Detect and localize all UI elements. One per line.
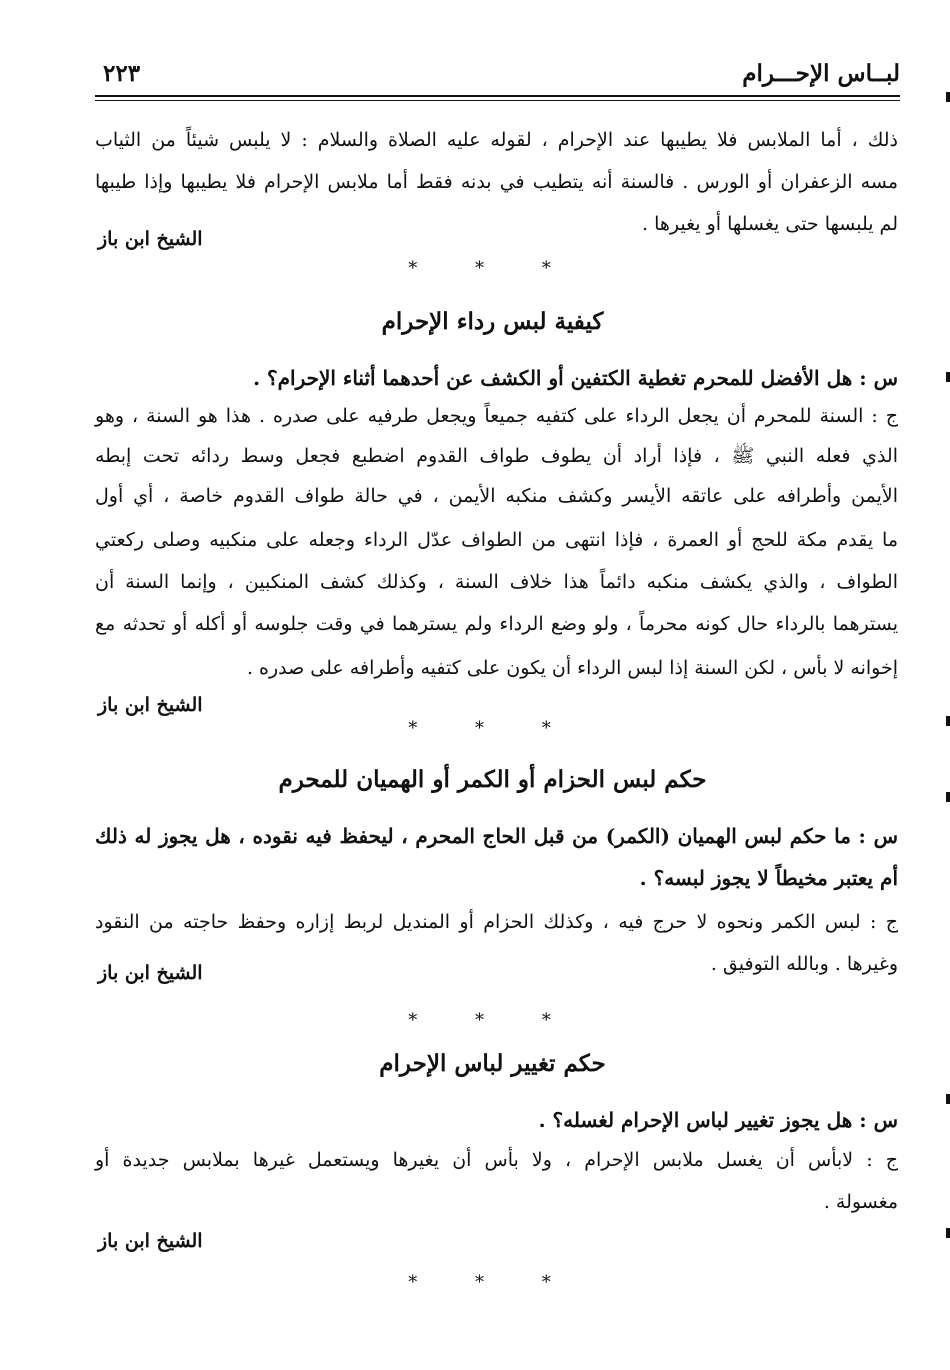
answer-line: الأيمن وأطرافه على عاتقه الأيسر وكشف منكبه الأيمن ، في حالة طواف القدوم خاصة ، أي أول bbox=[95, 485, 898, 507]
separator-stars: * * * bbox=[408, 258, 577, 279]
section-heading: كيفية لبس رداء الإحرام bbox=[381, 308, 604, 335]
section-heading: حكم لبس الحزام أو الكمر أو الهميان للمحرم bbox=[278, 766, 707, 793]
answer-line: مغسولة . bbox=[823, 1191, 898, 1213]
scan-edge-mark bbox=[946, 372, 950, 382]
scan-edge-mark bbox=[946, 92, 950, 102]
answer-line: الطواف ، والذي يكشف منكبه دائماً هذا خلاف السنة ، وكذلك كشف المنكبين ، وإنما السنة أن bbox=[95, 571, 898, 593]
answer-line: وغيرها . وبالله التوفيق . bbox=[710, 953, 898, 975]
scan-edge-mark bbox=[946, 1228, 950, 1238]
signature: الشيخ ابن باز bbox=[98, 1230, 203, 1252]
separator-stars: * * * bbox=[408, 718, 577, 739]
answer-line: الذي فعله النبي ﷺ ، فإذا أراد أن يطوف طواف القدوم اضطبع فجعل وسط ردائه تحت إبطه bbox=[95, 445, 898, 467]
signature: الشيخ ابن باز bbox=[98, 228, 203, 250]
body-line: مسه الزعفران أو الورس . فالسنة أنه يتطيب في بدنه فقط أما ملابس الإحرام فلا يطيبها وإذا طيبها bbox=[95, 171, 898, 193]
running-title: لبــاس الإحـــرام bbox=[742, 60, 900, 87]
page-header bbox=[95, 58, 900, 96]
body-line: ذلك ، أما الملابس فلا يطيبها عند الإحرام ، لقوله عليه الصلاة والسلام : لا يلبس شيئاً من الثياب bbox=[95, 129, 898, 151]
page-number: ٢٢٣ bbox=[103, 60, 141, 87]
question-line: س : هل يجوز تغيير لباس الإحرام لغسله؟ . bbox=[538, 1108, 898, 1132]
question-line: س : ما حكم لبس الهميان (الكمر) من قبل الحاج المحرم ، ليحفظ فيه نقوده ، هل يجوز له ذلك bbox=[95, 824, 898, 848]
question-line: أم يعتبر مخيطاً لا يجوز لبسه؟ . bbox=[639, 866, 898, 890]
answer-line: يسترهما بالرداء حال كونه محرماً ، ولو وضع الرداء ولم يسترهما في وقت جلوسه أو أكله أو تحدثه مع bbox=[95, 613, 898, 635]
signature: الشيخ ابن باز bbox=[98, 694, 203, 716]
answer-line: ما يقدم مكة للحج أو العمرة ، فإذا انتهى من الطواف عدّل الرداء وجعله على منكبيه وصلى ركعتي bbox=[95, 529, 898, 551]
header-rule-thick bbox=[95, 95, 900, 97]
scan-edge-mark bbox=[946, 792, 950, 802]
answer-line: إخوانه لا بأس ، لكن السنة إذا لبس الرداء أن يكون على كتفيه وأطرافه على صدره . bbox=[246, 657, 898, 679]
answer-line: ج : لابأس أن يغسل ملابس الإحرام ، ولا بأس أن يغيرها ويستعمل غيرها بملابس جديدة أو bbox=[95, 1149, 898, 1171]
scan-edge-mark bbox=[946, 1094, 950, 1104]
separator-stars: * * * bbox=[408, 1010, 577, 1031]
answer-line: ج : السنة للمحرم أن يجعل الرداء على كتفيه جميعاً ويجعل طرفيه على صدره . هذا هو السنة ، وهو bbox=[95, 405, 898, 427]
answer-line: ج : لبس الكمر ونحوه لا حرج فيه ، وكذلك الحزام أو المنديل لربط إزاره وحفظ حاجته من النقود bbox=[95, 911, 898, 933]
body-line: لم يلبسها حتى يغسلها أو يغيرها . bbox=[641, 213, 898, 235]
section-heading: حكم تغيير لباس الإحرام bbox=[379, 1050, 606, 1077]
signature: الشيخ ابن باز bbox=[98, 962, 203, 984]
question-line: س : هل الأفضل للمحرم تغطية الكتفين أو الكشف عن أحدهما أثناء الإحرام؟ . bbox=[253, 366, 898, 390]
separator-stars: * * * bbox=[408, 1272, 577, 1293]
header-rule-thin bbox=[95, 100, 900, 101]
scan-edge-mark bbox=[946, 716, 950, 726]
